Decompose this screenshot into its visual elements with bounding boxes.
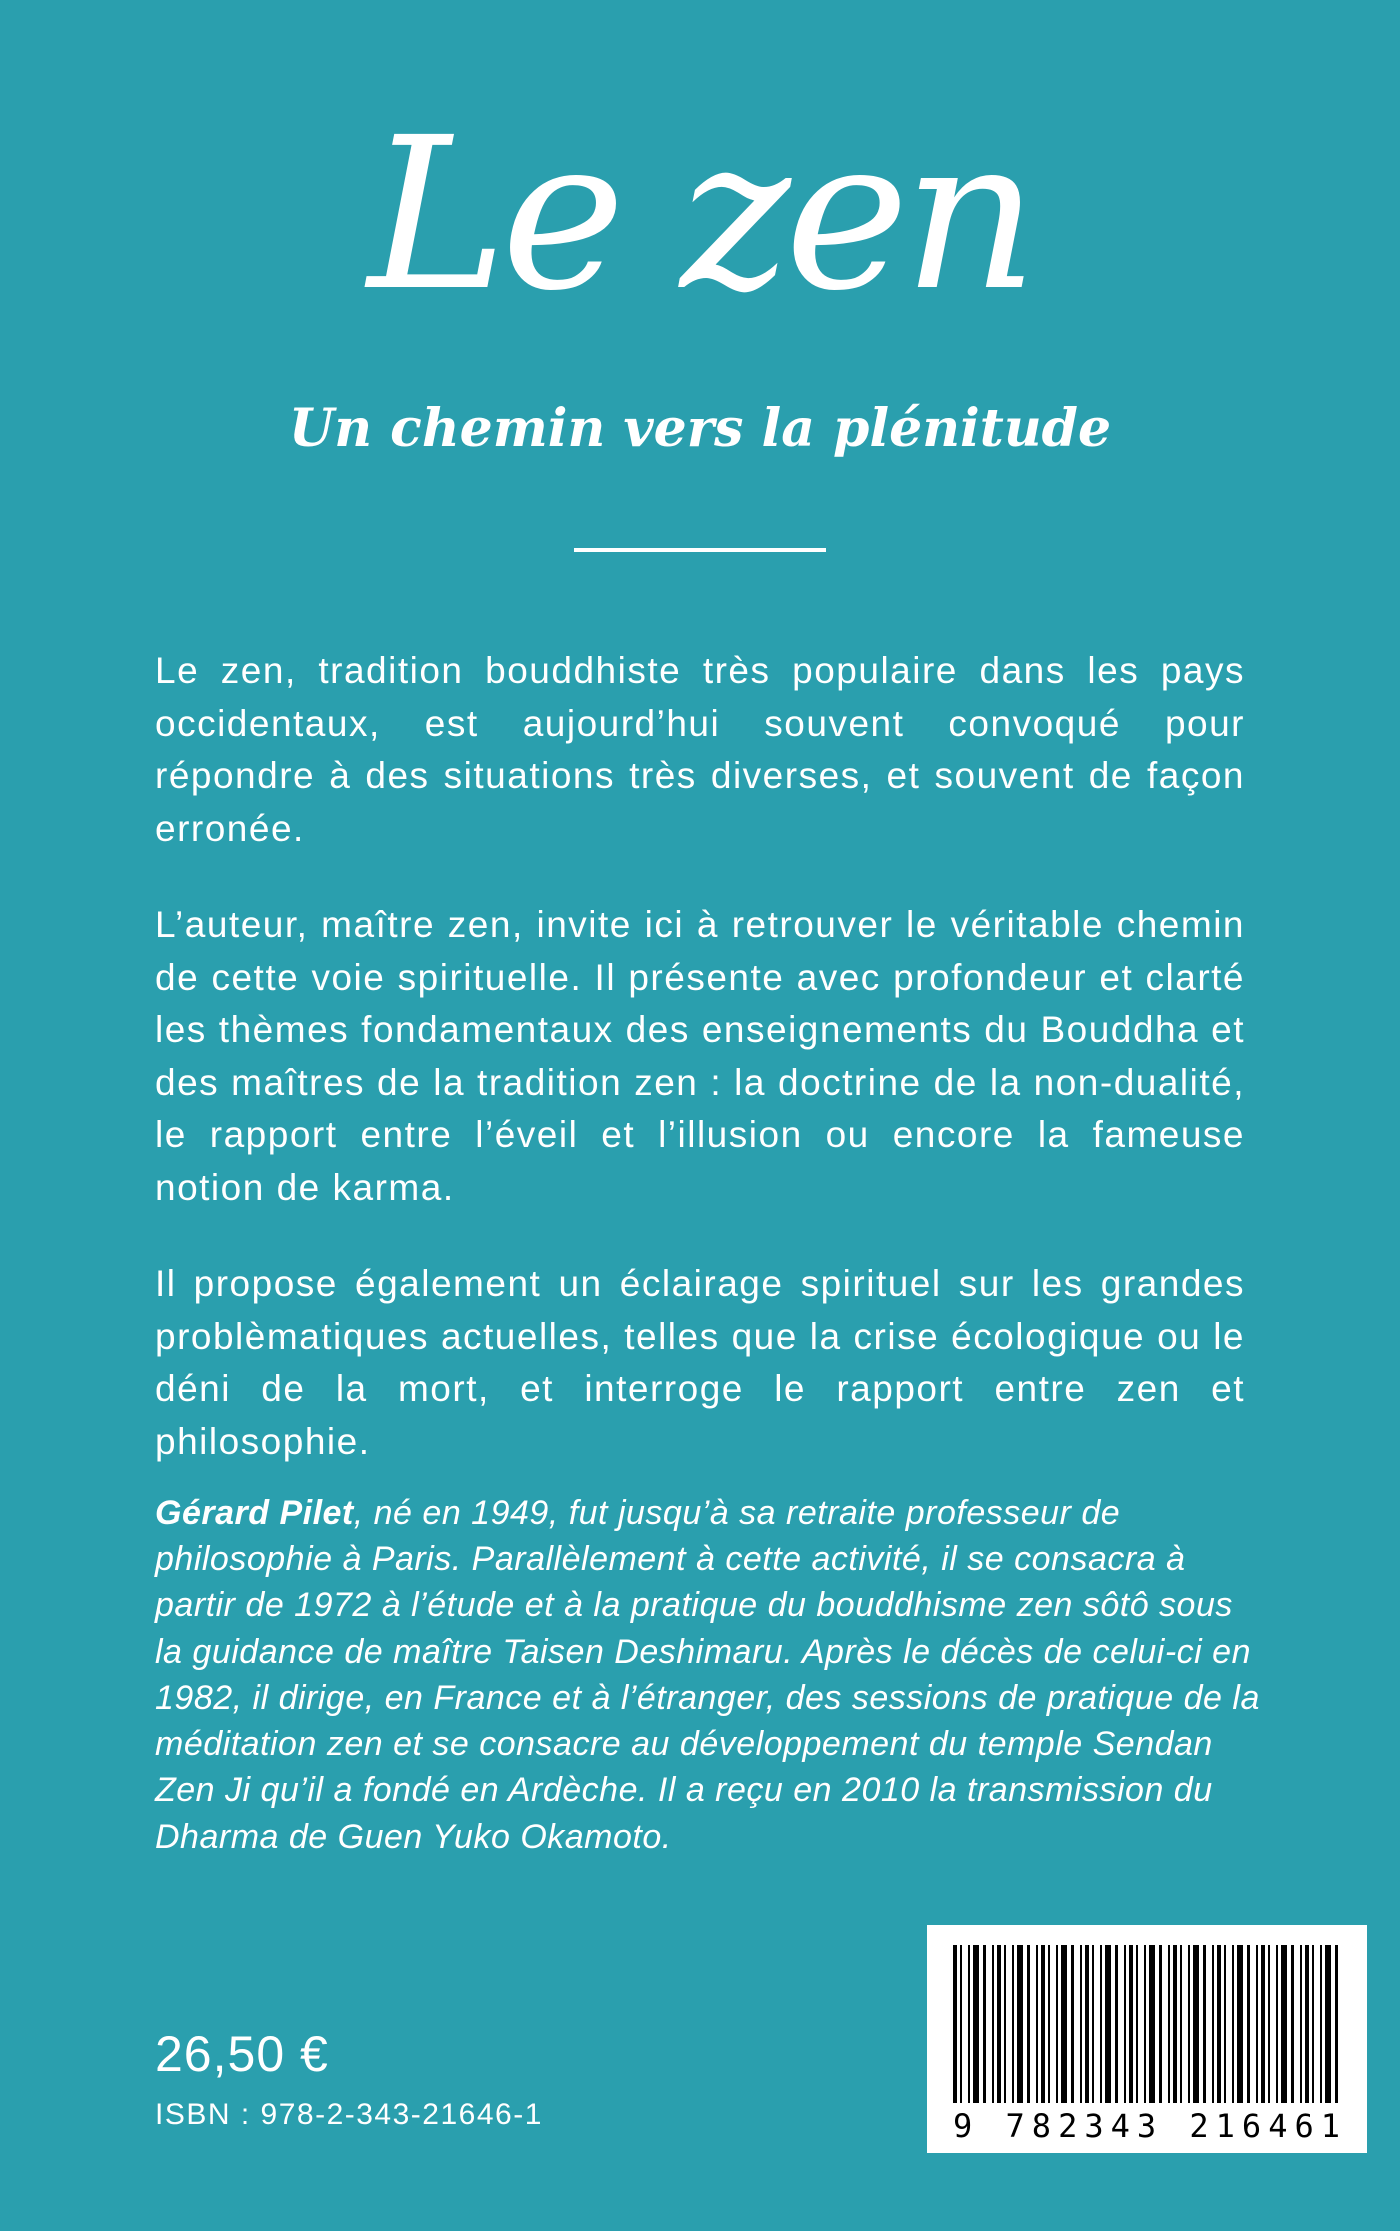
back-cover-text [155,645,1245,1512]
divider-line [574,548,826,552]
paragraph-author-approach: L’auteur, maître zen, invite ici à retrouver le véritable chemin de cette voie spirituelle. Il présente avec profondeur et clarté les thèmes fondamentaux des enseignements du Bouddha et des maîtres de la tradition zen : la doctrine de la non-dualité, le rapport entre l’éveil et l’illusion ou encore la fameuse notion de karma. [155,904,1245,1208]
barcode-bars [953,1945,1341,2103]
price-label: 26,50 € [155,2026,329,2082]
book-title: Le zen [367,92,1033,337]
author-bio-text: , né en 1949, fut jusqu’à sa retraite professeur de philosophie à Paris. Parallèlement à cette activité, il se consacra à partir de 1972 à l’étude et à la pratique du bouddhisme zen sôtô sous la guidance de maître Taisen Deshimaru. Après le décès de celui-ci en 1982, il dirige, en France et à l’étranger, des sessions de pratique de la méditation zen et se consacre au développement du temple Sendan Zen Ji qu’il a fondé en Ardèche. Il a reçu en 2010 la transmission du Dharma de Guen Yuko Okamoto. [155,1494,1260,1856]
paragraph-intro: Le zen, tradition bouddhiste très populaire dans les pays occidentaux, est aujourd’hui souvent convoqué pour répondre à des situations très diverses, et souvent de façon erronée. [155,650,1245,849]
author-bio [155,1490,1265,1860]
barcode [927,1925,1367,2153]
isbn-label: ISBN : 978-2-343-21646-1 [155,2098,543,2131]
paragraph-themes: Il propose également un éclairage spirituel sur les grandes problèmatiques actuelles, telles que la crise écologique ou le déni de la mort, et interroge le rapport entre zen et philosophie. [155,1263,1245,1462]
author-name: Gérard Pilet [155,1494,354,1532]
book-subtitle: Un chemin vers la plénitude [288,398,1112,459]
barcode-number: 9 782343 216461 [953,2107,1347,2145]
